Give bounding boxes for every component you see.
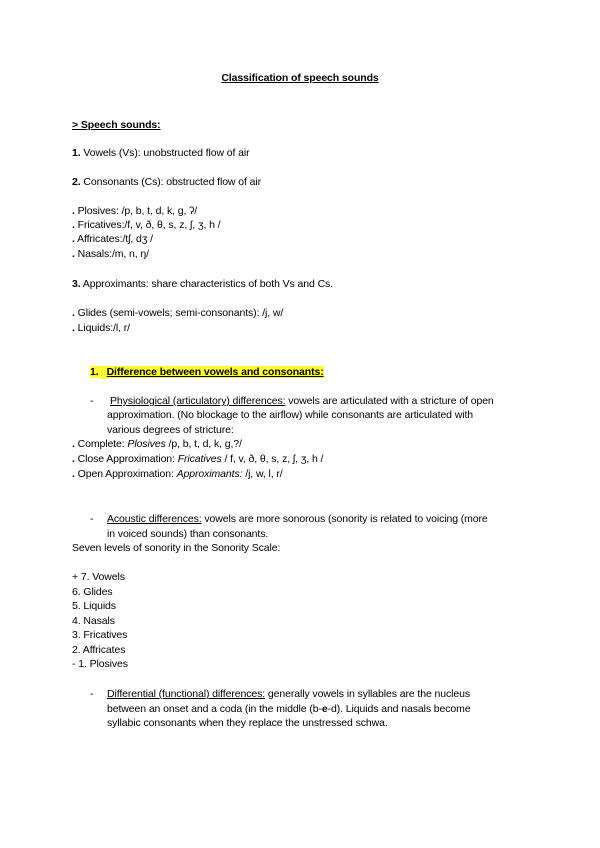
- differential-text: between an onset and a coda (in the middle (b-: [107, 703, 322, 715]
- stricture-rest: /j, w, l, r/: [242, 468, 283, 480]
- acoustic-paragraph-line1: [107, 513, 488, 526]
- bullet: .: [72, 453, 75, 465]
- physiological-paragraph-line2: approximation. (No blockage to the airflow) while consonants are articulated with: [107, 409, 474, 421]
- item-text: Consonants (Cs): obstructed flow of air: [80, 176, 261, 188]
- differential-paragraph-line2: [107, 703, 471, 716]
- list-item-consonants: [72, 176, 261, 189]
- physiological-text: vowels are articulated with a stricture of open: [285, 395, 494, 407]
- item-text: Plosives: /p, b, t, d, k, g, ʔ/: [74, 205, 198, 217]
- item-number: 3.: [72, 278, 81, 290]
- differential-text: generally vowels in syllables are the nucleus: [265, 688, 471, 700]
- bullet: .: [72, 438, 75, 450]
- differential-label: Differential (functional) differences:: [107, 688, 266, 700]
- section-heading: > Speech sounds:: [72, 119, 161, 131]
- sonority-intro: Seven levels of sonority in the Sonority Scale:: [72, 542, 281, 554]
- differential-paragraph-line3: syllabic consonants when they replace the unstressed schwa.: [107, 717, 388, 729]
- acoustic-text: vowels are more sonorous (sonority is related to voicing (more: [201, 513, 488, 525]
- stricture-lead: Open Approximation:: [74, 468, 177, 480]
- list-item-affricates: [72, 233, 153, 246]
- list-item-fricatives: [72, 219, 220, 232]
- sonority-level: + 7. Vowels: [72, 571, 125, 583]
- list-item-glides: [72, 307, 283, 320]
- sonority-level: - 1. Plosives: [72, 658, 128, 670]
- sonority-level: 5. Liquids: [72, 600, 116, 612]
- sonority-level: 6. Glides: [72, 586, 113, 598]
- bullet: .: [72, 307, 75, 319]
- item-text: Vowels (Vs): unobstructed flow of air: [80, 147, 250, 159]
- numbered-heading: [90, 366, 324, 379]
- stricture-close: [72, 453, 323, 466]
- stricture-complete: [72, 438, 242, 451]
- bullet: .: [72, 468, 75, 480]
- heading-number: 1.: [90, 366, 99, 378]
- physiological-label: Physiological (articulatory) differences:: [110, 395, 286, 407]
- acoustic-paragraph-line2: in voiced sounds) than consonants.: [107, 528, 269, 540]
- physiological-paragraph-line1: [110, 395, 494, 408]
- physiological-paragraph-line3: various degrees of stricture:: [107, 424, 234, 436]
- heading-gap: [99, 366, 107, 379]
- stricture-rest: /p, b, t, d, k, g,?/: [165, 438, 242, 450]
- bullet: .: [72, 322, 75, 334]
- differential-text: -d). Liquids and nasals become: [327, 703, 471, 715]
- stricture-lead: Complete:: [74, 438, 128, 450]
- stricture-em: Approximants:: [176, 468, 243, 480]
- item-text: Nasals:/m, n, ŋ/: [74, 248, 149, 260]
- bullet: .: [72, 205, 75, 217]
- item-number: 2.: [72, 176, 81, 188]
- bullet: .: [72, 248, 75, 260]
- stricture-lead: Close Approximation:: [74, 453, 178, 465]
- item-text: Approximants: share characteristics of both Vs and Cs.: [80, 278, 334, 290]
- item-text: Affricates:/tʃ, dʒ /: [74, 233, 153, 245]
- sonority-level: 4. Nasals: [72, 615, 115, 627]
- list-item-plosives: [72, 205, 197, 218]
- stricture-rest: / f, v, ð, θ, s, z, ʃ, ʒ, h /: [221, 453, 324, 465]
- stricture-em: Plosives: [127, 438, 166, 450]
- sonority-level: 2. Affricates: [72, 644, 126, 656]
- list-item-vowels: [72, 147, 250, 160]
- list-item-approximants: [72, 278, 333, 291]
- item-text: Liquids:/l, r/: [74, 322, 130, 334]
- item-number: 1.: [72, 147, 81, 159]
- dash-bullet: -: [90, 395, 94, 407]
- bullet: .: [72, 233, 75, 245]
- differential-paragraph-line1: [107, 688, 470, 701]
- dash-bullet: -: [90, 513, 94, 525]
- stricture-open: [72, 468, 283, 481]
- item-text: Fricatives:/f, v, ð, θ, s, z, ʃ, ʒ, h /: [74, 219, 221, 231]
- list-item-liquids: [72, 322, 130, 335]
- dash-bullet: -: [90, 688, 94, 700]
- differential-emphasis: e: [321, 703, 328, 715]
- bullet: .: [72, 219, 75, 231]
- page-title: Classification of speech sounds: [221, 72, 379, 84]
- stricture-em: Fricatives: [177, 453, 222, 465]
- heading-text: Difference between vowels and consonants:: [106, 366, 324, 378]
- list-item-nasals: [72, 248, 149, 261]
- acoustic-label: Acoustic differences:: [107, 513, 202, 525]
- sonority-level: 3. Fricatives: [72, 629, 128, 641]
- item-text: Glides (semi-vowels; semi-consonants): /j, w/: [74, 307, 284, 319]
